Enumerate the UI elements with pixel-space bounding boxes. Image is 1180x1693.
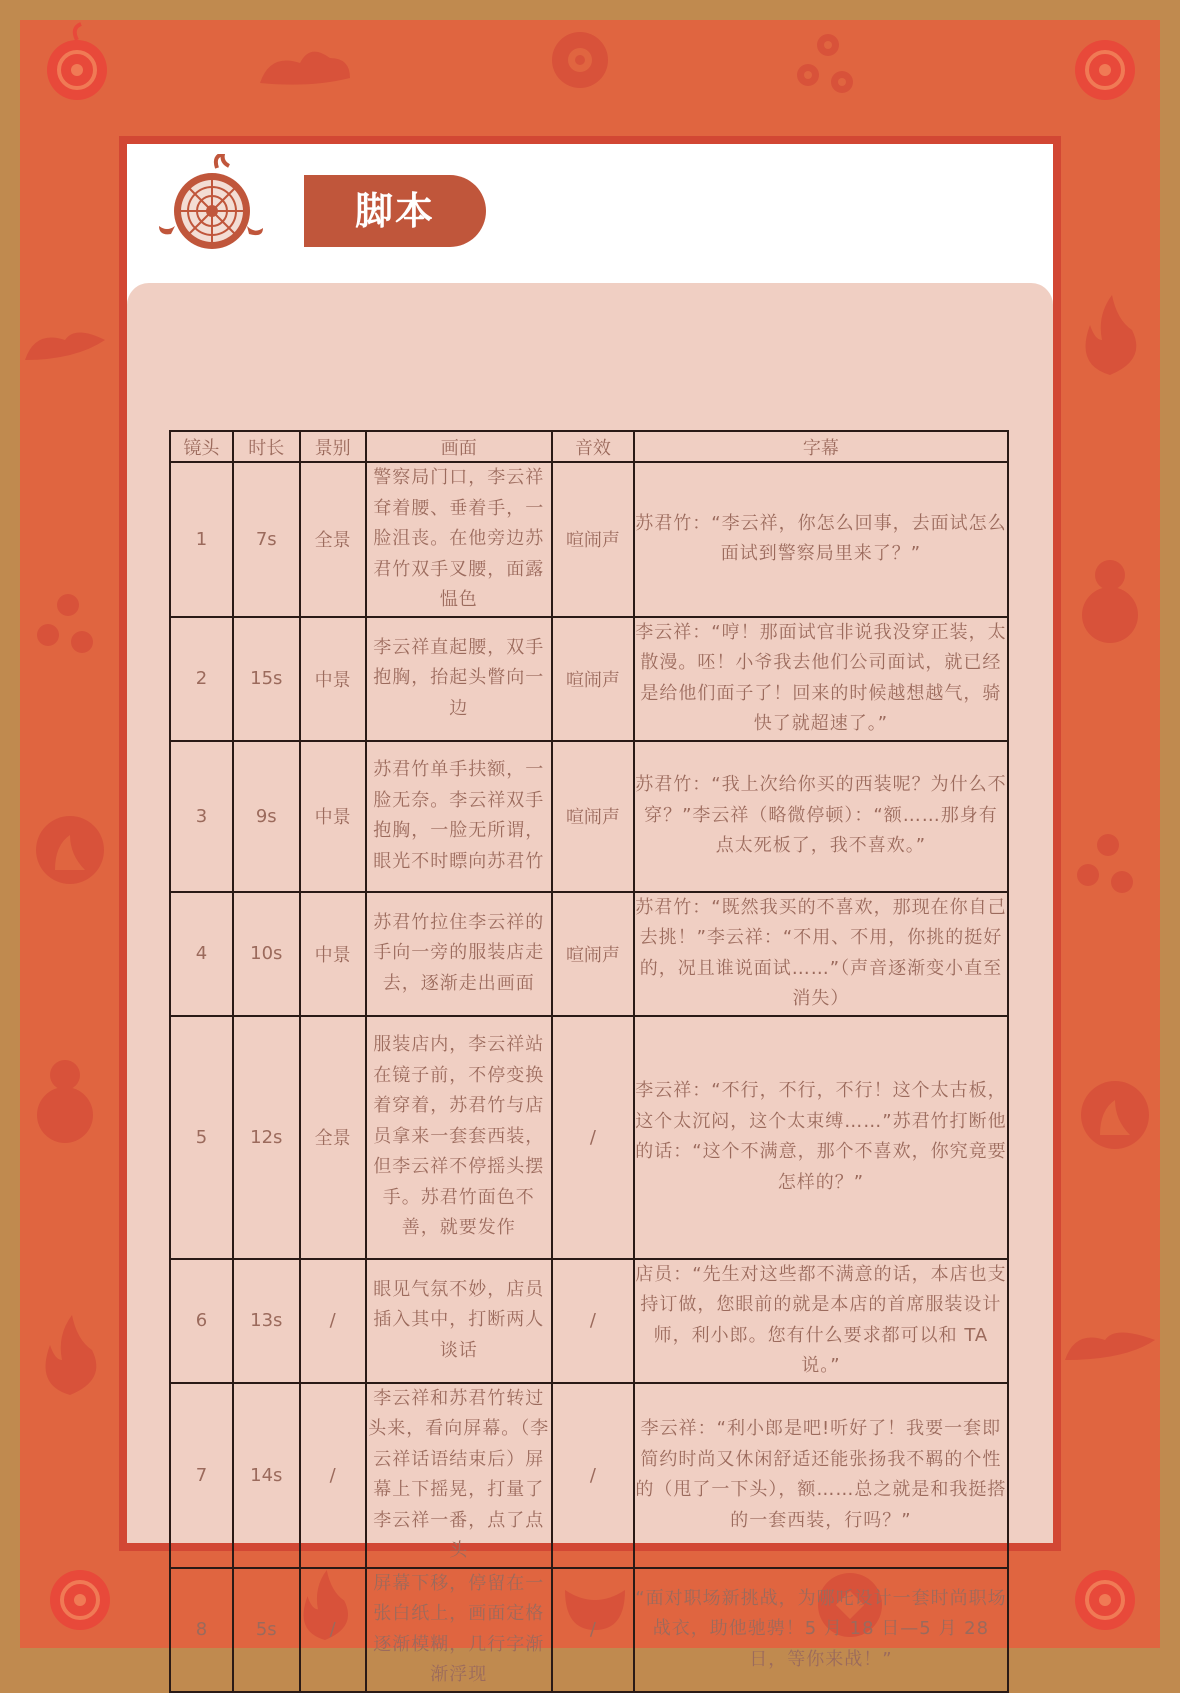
scale-cell: / bbox=[300, 1568, 366, 1692]
scene-cell: 苏君竹单手扶额，一脸无奈。李云祥双手抱胸，一脸无所谓，眼光不时瞟向苏君竹 bbox=[366, 741, 553, 892]
shot-cell: 6 bbox=[170, 1259, 233, 1383]
shot-cell: 1 bbox=[170, 462, 233, 617]
scene-cell: 屏幕下移，停留在一张白纸上，画面定格逐渐模糊，几行字渐渐浮现 bbox=[366, 1568, 553, 1692]
duration-cell: 14s bbox=[233, 1383, 300, 1568]
sound-cell: / bbox=[552, 1016, 634, 1259]
column-header-subtitle: 字幕 bbox=[634, 431, 1008, 462]
gourd-ornament-icon bbox=[1075, 550, 1145, 650]
wheel-ornament-icon bbox=[35, 1555, 125, 1645]
cloud-ornament-icon bbox=[20, 320, 115, 380]
flower-ornament-icon bbox=[545, 25, 615, 95]
shot-cell: 7 bbox=[170, 1383, 233, 1568]
duration-cell: 5s bbox=[233, 1568, 300, 1692]
table-row bbox=[170, 1383, 1008, 1568]
column-header-shot: 镜头 bbox=[170, 431, 233, 462]
column-header-scene: 画面 bbox=[366, 431, 553, 462]
cloud-ornament-icon bbox=[1060, 1320, 1160, 1380]
scene-cell: 眼见气氛不妙，店员插入其中，打断两人谈话 bbox=[366, 1259, 553, 1383]
gourd-ornament-icon bbox=[30, 1050, 100, 1150]
shot-cell: 8 bbox=[170, 1568, 233, 1692]
scale-cell: / bbox=[300, 1383, 366, 1568]
scale-cell: 全景 bbox=[300, 462, 366, 617]
duration-cell: 13s bbox=[233, 1259, 300, 1383]
fire-wheel-icon bbox=[159, 154, 269, 254]
shot-cell: 2 bbox=[170, 617, 233, 741]
page-title: 脚本 bbox=[354, 189, 435, 233]
scale-cell: 中景 bbox=[300, 892, 366, 1016]
sound-cell: 喧闹声 bbox=[552, 617, 634, 741]
section-header bbox=[159, 154, 559, 254]
flame-ornament-icon bbox=[1070, 290, 1150, 380]
fire-ornament-icon bbox=[30, 810, 110, 890]
sound-cell: / bbox=[552, 1259, 634, 1383]
script-table bbox=[169, 430, 1009, 1693]
sound-cell: 喧闹声 bbox=[552, 892, 634, 1016]
shot-cell: 3 bbox=[170, 741, 233, 892]
scene-cell: 警察局门口，李云祥耷着腰、垂着手，一脸沮丧。在他旁边苏君竹双手叉腰，面露愠色 bbox=[366, 462, 553, 617]
scene-cell: 苏君竹拉住李云祥的手向一旁的服装店走去，逐渐走出画面 bbox=[366, 892, 553, 1016]
title-tab bbox=[304, 175, 486, 247]
coins-ornament-icon bbox=[790, 30, 860, 100]
coins-ornament-icon bbox=[30, 590, 100, 660]
subtitle-cell: 苏君竹：“既然我买的不喜欢，那现在你自己去挑！”李云祥：“不用、不用，你挑的挺好的，况且谁说面试……”（声音逐渐变小直至消失） bbox=[634, 892, 1008, 1016]
scene-cell: 李云祥直起腰，双手抱胸，抬起头瞥向一边 bbox=[366, 617, 553, 741]
duration-cell: 7s bbox=[233, 462, 300, 617]
shot-cell: 4 bbox=[170, 892, 233, 1016]
table-row bbox=[170, 1016, 1008, 1259]
scene-cell: 李云祥和苏君竹转过头来，看向屏幕。（李云祥话语结束后）屏幕上下摇晃，打量了李云祥一番，点了点头 bbox=[366, 1383, 553, 1568]
scale-cell: 全景 bbox=[300, 1016, 366, 1259]
coins-ornament-icon bbox=[1070, 830, 1140, 900]
subtitle-cell: “面对职场新挑战，为哪吒设计一套时尚职场战衣，助他驰骋！5 月 18 日—5 月 28 日，等你来战！” bbox=[634, 1568, 1008, 1692]
subtitle-cell: 店员：“先生对这些都不满意的话，本店也支持订做，您眼前的就是本店的首席服装设计师，利小郎。您有什么要求都可以和 TA 说。” bbox=[634, 1259, 1008, 1383]
subtitle-cell: 李云祥：“哼！那面试官非说我没穿正装，太散漫。呸！小爷我去他们公司面试，就已经是给他们面子了！回来的时候越想越气，骑快了就超速了。” bbox=[634, 617, 1008, 741]
scale-cell: 中景 bbox=[300, 617, 366, 741]
duration-cell: 12s bbox=[233, 1016, 300, 1259]
wheel-ornament-icon bbox=[32, 22, 122, 112]
wheel-ornament-icon bbox=[1060, 1555, 1150, 1645]
duration-cell: 15s bbox=[233, 617, 300, 741]
table-row bbox=[170, 1568, 1008, 1692]
subtitle-cell: 李云祥：“不行，不行，不行！这个太古板，这个太沉闷，这个太束缚……”苏君竹打断他的话：“这个不满意，那个不喜欢，你究竟要怎样的？” bbox=[634, 1016, 1008, 1259]
column-header-sound: 音效 bbox=[552, 431, 634, 462]
scale-cell: / bbox=[300, 1259, 366, 1383]
subtitle-cell: 李云祥：“利小郎是吧!听好了！我要一套即简约时尚又休闲舒适还能张扬我不羁的个性的（甩了一下头），额……总之就是和我挺搭的一套西装，行吗？” bbox=[634, 1383, 1008, 1568]
table-row bbox=[170, 892, 1008, 1016]
duration-cell: 10s bbox=[233, 892, 300, 1016]
wheel-ornament-icon bbox=[1060, 22, 1150, 112]
scale-cell: 中景 bbox=[300, 741, 366, 892]
duration-cell: 9s bbox=[233, 741, 300, 892]
sound-cell: / bbox=[552, 1383, 634, 1568]
cloud-ornament-icon bbox=[250, 38, 360, 98]
shot-cell: 5 bbox=[170, 1016, 233, 1259]
table-row bbox=[170, 741, 1008, 892]
fire-ornament-icon bbox=[1075, 1075, 1155, 1155]
scene-cell: 服装店内，李云祥站在镜子前，不停变换着穿着，苏君竹与店员拿来一套套西装，但李云祥不停摇头摆手。苏君竹面色不善，就要发作 bbox=[366, 1016, 553, 1259]
sound-cell: / bbox=[552, 1568, 634, 1692]
flame-ornament-icon bbox=[30, 1310, 110, 1400]
column-header-scale: 景别 bbox=[300, 431, 366, 462]
sound-cell: 喧闹声 bbox=[552, 741, 634, 892]
sound-cell: 喧闹声 bbox=[552, 462, 634, 617]
script-page bbox=[127, 144, 1053, 1685]
table-row bbox=[170, 462, 1008, 617]
table-panel bbox=[127, 283, 1053, 1685]
subtitle-cell: 苏君竹：“我上次给你买的西装呢？为什么不穿？”李云祥（略微停顿）：“额……那身有点太死板了，我不喜欢。” bbox=[634, 741, 1008, 892]
subtitle-cell: 苏君竹：“李云祥，你怎么回事，去面试怎么面试到警察局里来了？” bbox=[634, 462, 1008, 617]
table-header-row bbox=[170, 431, 1008, 462]
table-row bbox=[170, 1259, 1008, 1383]
table-row bbox=[170, 617, 1008, 741]
column-header-duration: 时长 bbox=[233, 431, 300, 462]
